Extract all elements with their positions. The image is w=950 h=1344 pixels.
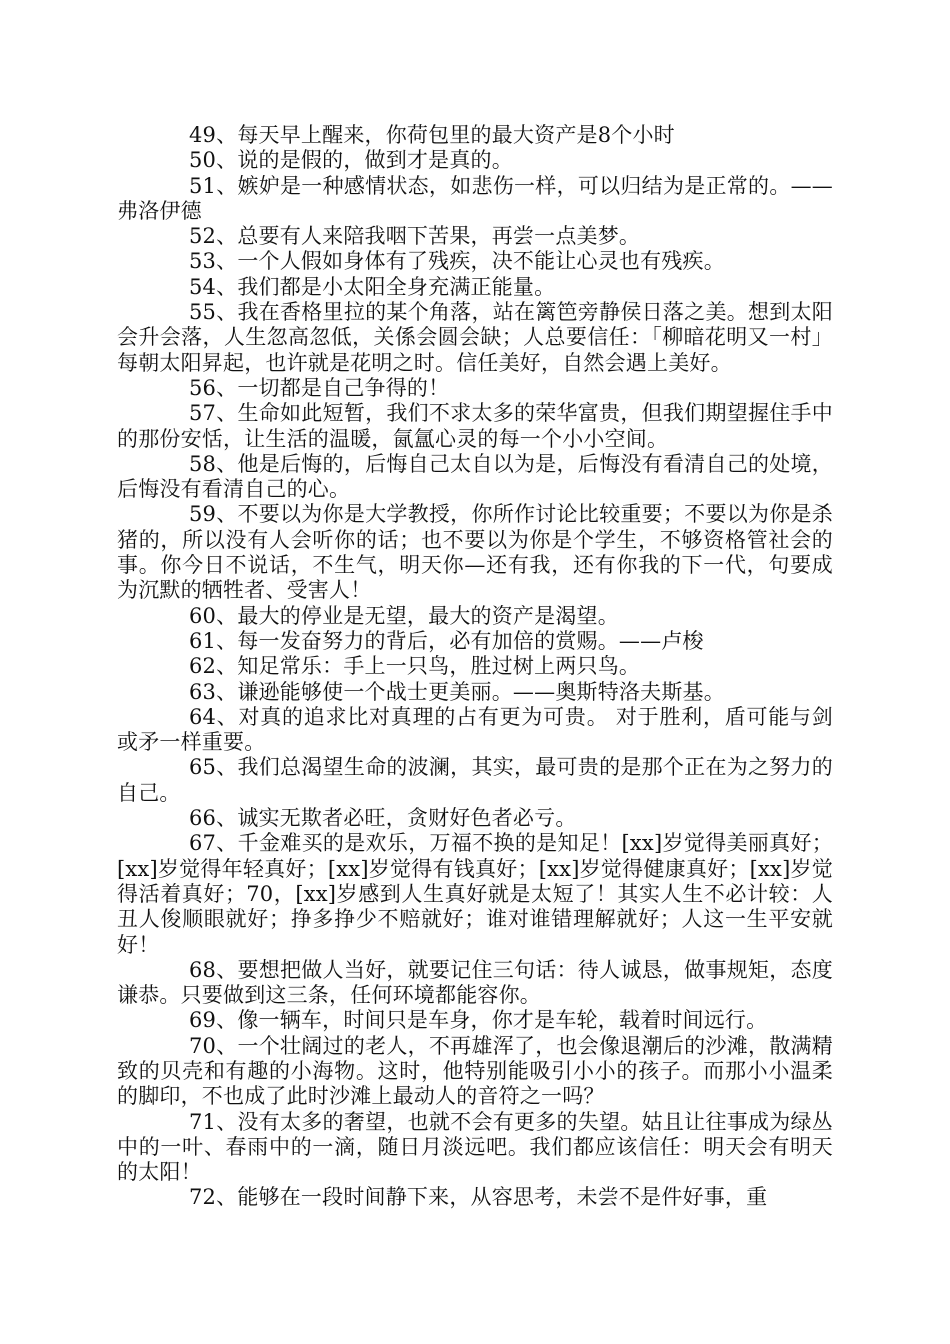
quote-paragraph: 55、我在香格里拉的某个角落，站在篱笆旁静侯日落之美。想到太阳会升会落，人生忽高忽低，关係会圆会缺；人总要信任：「柳暗花明又一村」每朝太阳昇起，也许就是花明之时。信任美好，自然会遇上美好。 xyxy=(117,300,833,375)
quote-paragraph: 62、知足常乐：手上一只鸟，胜过树上两只鸟。 xyxy=(189,654,641,679)
quote-paragraph: 51、嫉妒是一种感情状态，如悲伤一样，可以归结为是正常的。——弗洛伊德 xyxy=(117,173,833,223)
quote-paragraph: 65、我们总渴望生命的波澜，其实，最可贵的是那个正在为之努力的自己。 xyxy=(117,755,833,805)
quote-paragraph: 52、总要有人来陪我咽下苦果，再尝一点美梦。 xyxy=(189,224,641,249)
quote-paragraph: 72、能够在一段时间静下来，从容思考，未尝不是件好事，重 xyxy=(189,1185,768,1210)
quote-paragraph: 64、对真的追求比对真理的占有更为可贵。 对于胜利，盾可能与剑或矛一样重要。 xyxy=(117,704,833,755)
quote-paragraph: 63、谦逊能够使一个战士更美丽。——奥斯特洛夫斯基。 xyxy=(189,679,725,704)
quote-paragraph: 59、不要以为你是大学教授，你所作讨论比较重要；不要以为你是杀猪的，所以没有人会听你的话；也不要以为你是个学生，不够资格管社会的事。你今日不说话，不生气，明天你—还有我，还有你我的下一代，句要成为沉默的牺牲者、受害人！ xyxy=(117,502,833,603)
document-body xyxy=(117,123,833,1211)
quote-paragraph: 66、诚实无欺者必旺，贪财好色者必亏。 xyxy=(189,806,577,831)
quote-paragraph: 61、每一发奋努力的背后，必有加倍的赏赐。——卢梭 xyxy=(189,628,704,653)
quote-paragraph: 69、像一辆车，时间只是车身，你才是车轮，载着时间远行。 xyxy=(189,1008,768,1033)
quote-paragraph: 54、我们都是小太阳全身充满正能量。 xyxy=(189,274,556,299)
quote-paragraph: 53、一个人假如身体有了残疾，决不能让心灵也有残疾。 xyxy=(189,249,725,274)
quote-paragraph: 56、一切都是自己争得的！ xyxy=(189,375,450,400)
quote-paragraph: 68、要想把做人当好，就要记住三句话：待人诚恳，做事规矩，态度谦恭。只要做到这三条，任何环境都能容你。 xyxy=(117,957,833,1008)
quote-paragraph: 67、千金难买的是欢乐，万福不换的是知足！[xx]岁觉得美丽真好；[xx]岁觉得年轻真好；[xx]岁觉得有钱真好；[xx]岁觉得健康真好；[xx]岁觉得活着真好；70，[xx]岁感到人生真好就是太短了！其实人生不必计较：人丑人俊顺眼就好；挣多挣少不赔就好；谁对谁错理解就好；人这一生平安就好！ xyxy=(117,831,833,957)
quote-paragraph: 71、没有太多的奢望，也就不会有更多的失望。姑且让往事成为绿丛中的一叶、春雨中的一滴，随日月淡远吧。我们都应该信任：明天会有明天的太阳！ xyxy=(117,1109,833,1185)
quote-paragraph: 49、每天早上醒来，你荷包里的最大资产是8个小时 xyxy=(189,123,675,147)
quote-paragraph: 58、他是后悔的，后悔自己太自以为是，后悔没有看清自己的处境，后悔没有看清自己的心。 xyxy=(117,451,833,502)
quote-paragraph: 70、一个壮阔过的老人，不再雄浑了，也会像退潮后的沙滩，散满精致的贝壳和有趣的小海物。这时，他特别能吸引小小的孩子。而那小小温柔的脚印，不也成了此时沙滩上最动人的音符之一吗？ xyxy=(117,1033,833,1109)
quote-paragraph: 50、说的是假的，做到才是真的。 xyxy=(189,148,513,173)
quote-paragraph: 57、生命如此短暂，我们不求太多的荣华富贵，但我们期望握住手中的那份安恬，让生活的温暖，氤氲心灵的每一个小小空间。 xyxy=(117,401,833,451)
quote-paragraph: 60、最大的停业是无望，最大的资产是渴望。 xyxy=(189,603,619,628)
